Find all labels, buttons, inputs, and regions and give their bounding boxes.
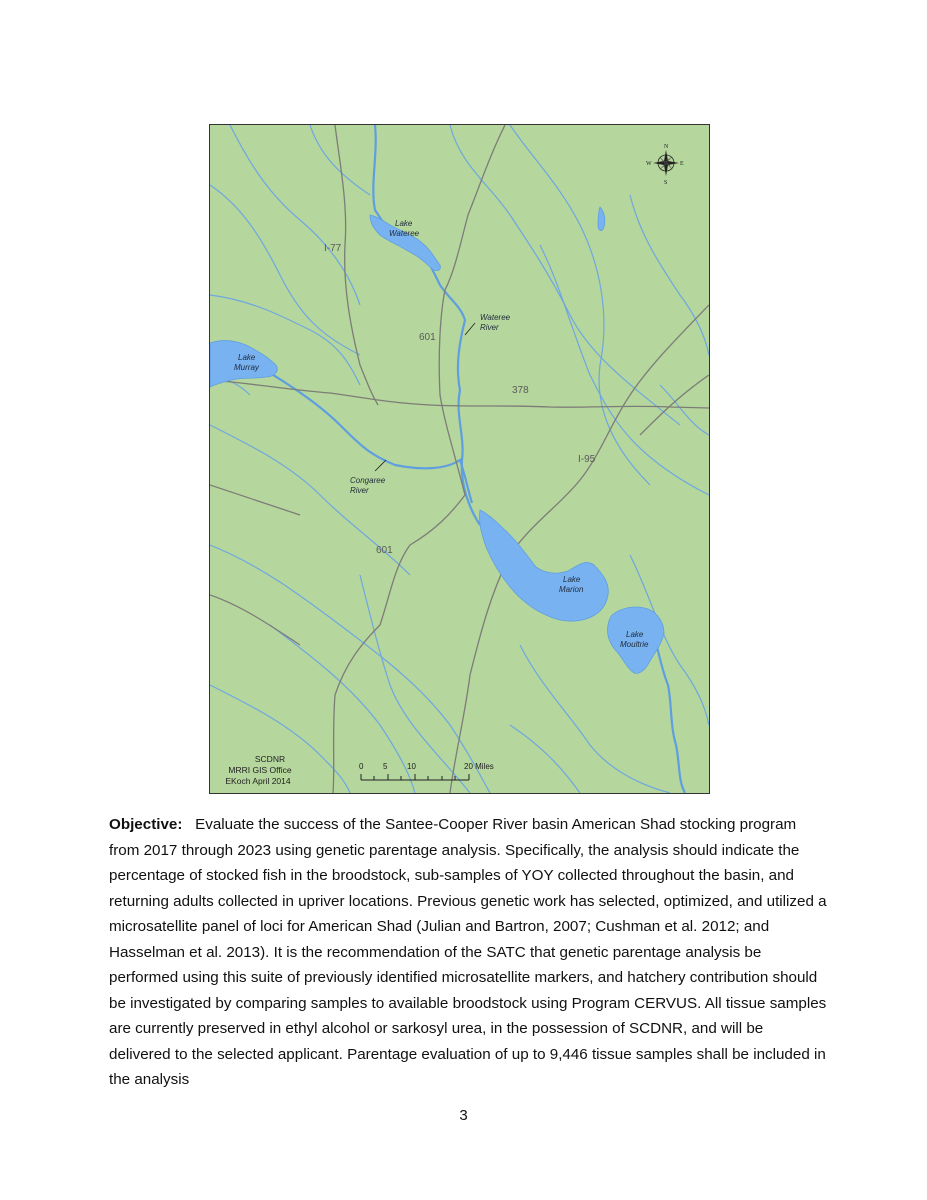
congaree-river-label-2: River xyxy=(350,486,369,495)
compass-n: N xyxy=(664,144,669,150)
objective-section xyxy=(109,812,829,1093)
objective-text: Evaluate the success of the Santee-Cooper River basin American Shad stocking program from 2017 through 2023 using genetic parentage analysis. Specifically, the analysis should indicate the percentage of stocked fish in the broodstock, sub-samples of YOY collected throughout the basin, and returning adults collected in upriver locations. Previous genetic work has selected, optimized, and utilized a microsatellite panel of loci for American Shad (Julian and Bartron, 2007; Cushman et al. 2012; and Hasselman et al. 2013). It is the recommendation of the SATC that genetic parentage analysis be performed using this suite of previously identified microsatellite markers, and hatchery contribution should be investigated by comparing samples to available broodstock using Program CERVUS. All tissue samples are currently preserved in ethyl alcohol or sarkosyl urea, in the possession of SCDNR, and will be delivered to the selected applicant. Parentage evaluation of up to 9,446 tissue samples shall be included in the analysis xyxy=(109,816,827,1088)
road-label-378: 378 xyxy=(512,385,529,396)
credit-line-1: SCDNR xyxy=(254,754,286,764)
credit-line-2: MRRI GIS Office xyxy=(228,765,292,775)
objective-label: Objective: xyxy=(109,816,183,833)
lake-marion-label-2: Marion xyxy=(559,585,584,594)
road-label-i95: I-95 xyxy=(578,454,596,465)
scale-tick-0: 0 xyxy=(359,762,364,771)
road-label-601-south: 601 xyxy=(376,545,393,556)
lake-wateree-label-2: Wateree xyxy=(389,229,420,238)
lake-marion-label-1: Lake xyxy=(563,575,581,584)
credit-line-3: EKoch April 2014 xyxy=(225,776,291,786)
page-number: 3 xyxy=(459,1107,468,1124)
compass-s: S xyxy=(664,180,668,186)
lake-murray-label-2: Murray xyxy=(234,363,259,372)
congaree-river-label-1: Congaree xyxy=(350,476,386,485)
compass-w: W xyxy=(646,161,652,167)
scale-tick-5: 5 xyxy=(383,762,388,771)
wateree-river-label-2: River xyxy=(480,323,499,332)
lake-murray-label-1: Lake xyxy=(238,353,256,362)
scale-tick-20: 20 Miles xyxy=(464,762,494,771)
wateree-river-label-1: Wateree xyxy=(480,313,511,322)
lake-moultrie-label-1: Lake xyxy=(626,630,644,639)
compass-e: E xyxy=(680,161,684,167)
objective-paragraph xyxy=(109,812,829,1093)
road-label-601-north: 601 xyxy=(419,332,436,343)
scale-tick-10: 10 xyxy=(407,762,416,771)
map-land xyxy=(210,125,709,793)
lake-wateree-label-1: Lake xyxy=(395,219,413,228)
road-label-i77: I-77 xyxy=(324,243,342,254)
lake-moultrie-label-2: Moultrie xyxy=(620,640,649,649)
basin-map xyxy=(209,124,710,794)
